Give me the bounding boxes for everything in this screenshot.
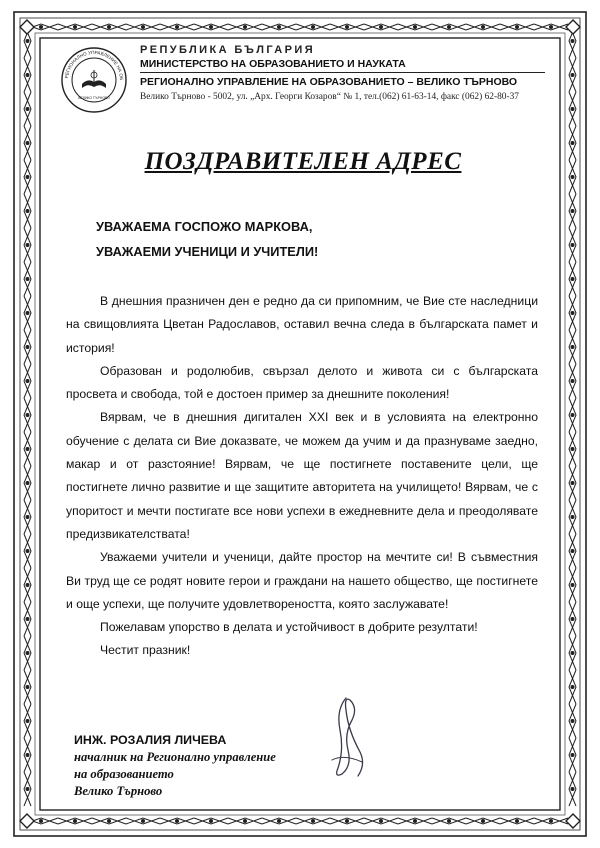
greeting-line-2: УВАЖАЕМИ УЧЕНИЦИ И УЧИТЕЛИ! — [96, 244, 319, 259]
signatory-role-1: началник на Регионално управление — [74, 750, 276, 764]
paragraph: Пожелавам упорство в делата и устойчивост в добрите резултати! — [100, 620, 478, 635]
region-heading: РЕГИОНАЛНО УПРАВЛЕНИЕ НА ОБРАЗОВАНИЕТО – ВЕЛИКО ТЪРНОВО — [140, 76, 518, 88]
signatory-role-2: на образованието — [74, 767, 174, 781]
letterhead — [58, 44, 548, 126]
signature-block — [74, 732, 334, 800]
republic-heading: РЕПУБЛИКА БЪЛГАРИЯ — [140, 44, 316, 56]
ministry-heading: МИНИСТЕРСТВО НА ОБРАЗОВАНИЕТО И НАУКАТА — [140, 58, 545, 73]
address-line: Велико Търново - 5002, ул. „Арх. Георги Козаров“ № 1, тел.(062) 61-63-14, факс (062) 62-80-37 — [140, 92, 519, 102]
document-title: ПОЗДРАВИТЕЛЕН АДРЕС — [144, 148, 462, 175]
seal-city: ВЕЛИКО ТЪРНОВО — [78, 96, 110, 100]
paragraph: Вярвам, че в днешния дигитален XXI век и в условията на електронно обучение с делата си Вие доказвате, че можем да учим и да празнуваме заедно, макар и от разстояние! Вярвам, че ще постигнете поставените цели, ще постигнете лично развитие и ще защитите авторитета на училището! Вярвам, че с упоритост и мечти постигате все нови успехи в ежедневните дела и преодолявате предизвикателствата! — [66, 410, 538, 541]
greeting-block — [96, 214, 516, 264]
svg-text:РЕГИОНАЛНО УПРАВЛЕНИЕ НА ОБРАЗ — [60, 46, 124, 80]
signatory-role-3: Велико Търново — [74, 784, 163, 798]
seal-text: РЕГИОНАЛНО УПРАВЛЕНИЕ НА ОБ — [64, 49, 125, 81]
signatory-name: ИНЖ. РОЗАЛИЯ ЛИЧЕВА — [74, 733, 227, 747]
ministry-seal-icon — [60, 46, 128, 114]
letter-body — [66, 290, 538, 663]
paragraph: Образован и родолюбив, свързал делото и живота си с българската просвета и свобода, той е достоен пример за днешните поколения! — [66, 363, 538, 402]
paragraph: Уважаеми учители и ученици, дайте простор на мечтите си! В съвместния Ви труд ще се родят новите герои и граждани на нашето общество, ще постигнете и още успехи, ще получите удовлетвореността, която заслужавате! — [66, 550, 538, 611]
paragraph: Честит празник! — [100, 643, 191, 658]
greeting-line-1: УВАЖАЕМА ГОСПОЖО МАРКОВА, — [96, 219, 313, 234]
paragraph: В днешния празничен ден е редно да си припомним, че Вие сте наследници на свищовлията Цветан Радославов, оставил вечна следа в българската памет и история! — [66, 294, 538, 355]
